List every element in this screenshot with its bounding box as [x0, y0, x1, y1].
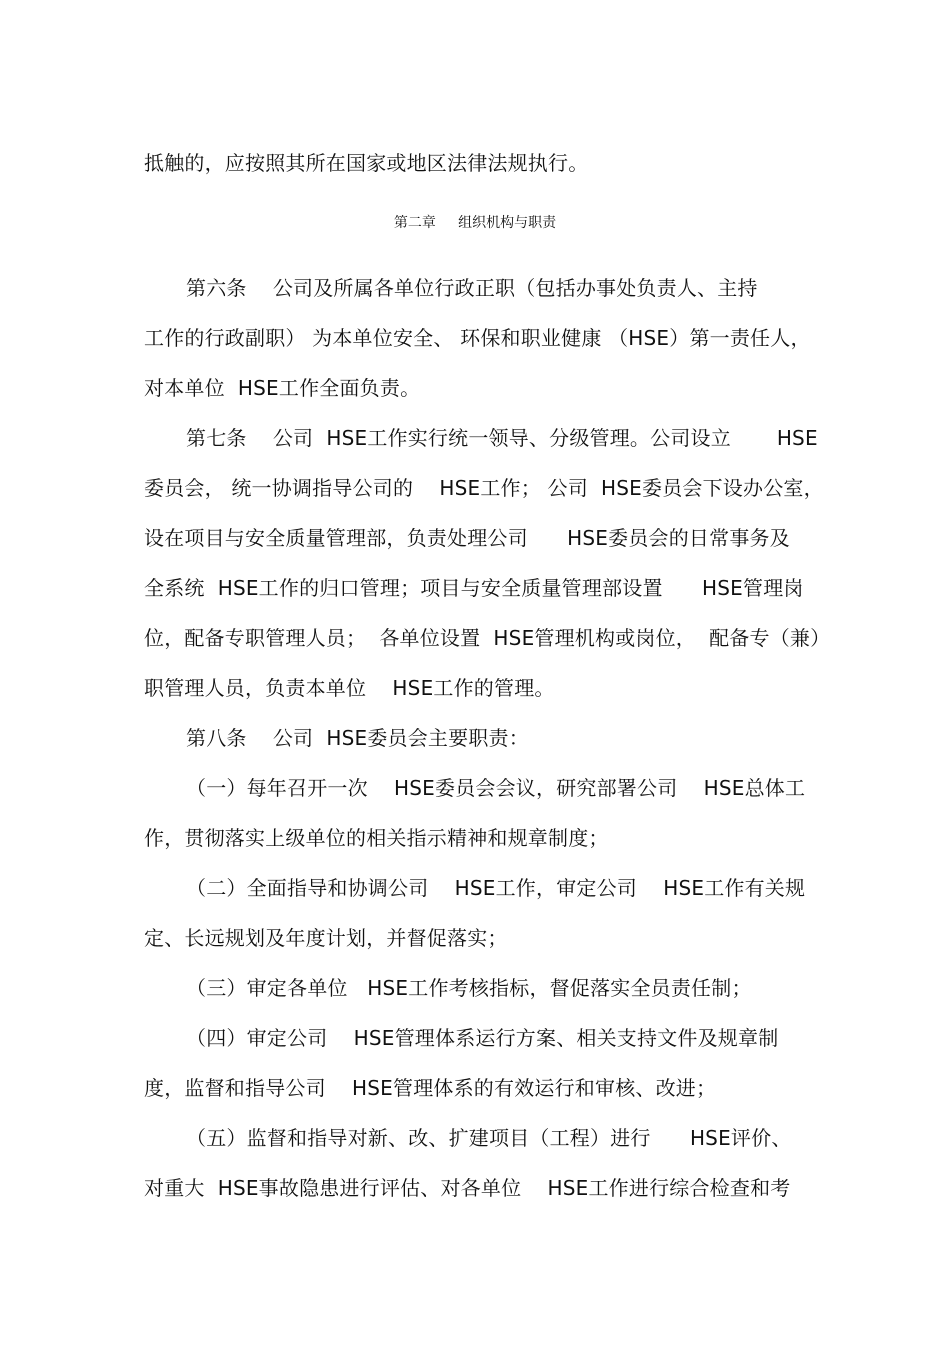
item-2-line-2: 定、长远规划及年度计划，并督促落实；: [144, 926, 508, 950]
item-4-line-2: 度，监督和指导公司 HSE管理体系的有效运行和审核、改进；: [144, 1076, 717, 1100]
item-5-line-1: （五）监督和指导对新、改、扩建项目（工程）进行 HSE评价、: [186, 1126, 792, 1150]
item-2-line-1: （二）全面指导和协调公司 HSE工作，审定公司 HSE工作有关规: [186, 876, 806, 900]
text-line-1: 抵触的，应按照其所在国家或地区法律法规执行。: [144, 151, 589, 175]
article-7-line-1: 第七条 公司 HSE工作实行统一领导、分级管理。公司设立 HSE: [186, 426, 818, 450]
article-7-line-5: 位，配备专职管理人员； 各单位设置 HSE管理机构或岗位， 配备专（兼）: [144, 626, 831, 650]
chapter-heading: 第二章 组织机构与职责: [393, 215, 557, 231]
article-7-line-6: 职管理人员，负责本单位 HSE工作的管理。: [144, 676, 555, 700]
item-4-line-1: （四）审定公司 HSE管理体系运行方案、相关支持文件及规章制: [186, 1026, 779, 1050]
article-7-line-2: 委员会， 统一协调指导公司的 HSE工作； 公司 HSE委员会下设办公室，: [144, 476, 824, 500]
article-6-line-3: 对本单位 HSE工作全面负责。: [144, 376, 421, 400]
item-1-line-1: （一）每年召开一次 HSE委员会会议，研究部署公司 HSE总体工: [186, 776, 806, 800]
item-3-line-1: （三）审定各单位 HSE工作考核指标，督促落实全员责任制；: [186, 976, 752, 1000]
item-1-line-2: 作，贯彻落实上级单位的相关指示精神和规章制度；: [144, 826, 609, 850]
article-7-line-4: 全系统 HSE工作的归口管理；项目与安全质量管理部设置 HSE管理岗: [144, 576, 804, 600]
article-6-line-2: 工作的行政副职） 为本单位安全、 环保和职业健康 （HSE）第一责任人，: [144, 326, 811, 350]
article-7-line-3: 设在项目与安全质量管理部，负责处理公司 HSE委员会的日常事务及: [144, 526, 790, 550]
article-6-line-1: 第六条 公司及所属各单位行政正职（包括办事处负责人、主持: [186, 276, 758, 300]
article-8-heading: 第八条 公司 HSE委员会主要职责：: [186, 726, 529, 750]
item-5-line-2: 对重大 HSE事故隐患进行评估、对各单位 HSE工作进行综合检查和考: [144, 1176, 791, 1200]
